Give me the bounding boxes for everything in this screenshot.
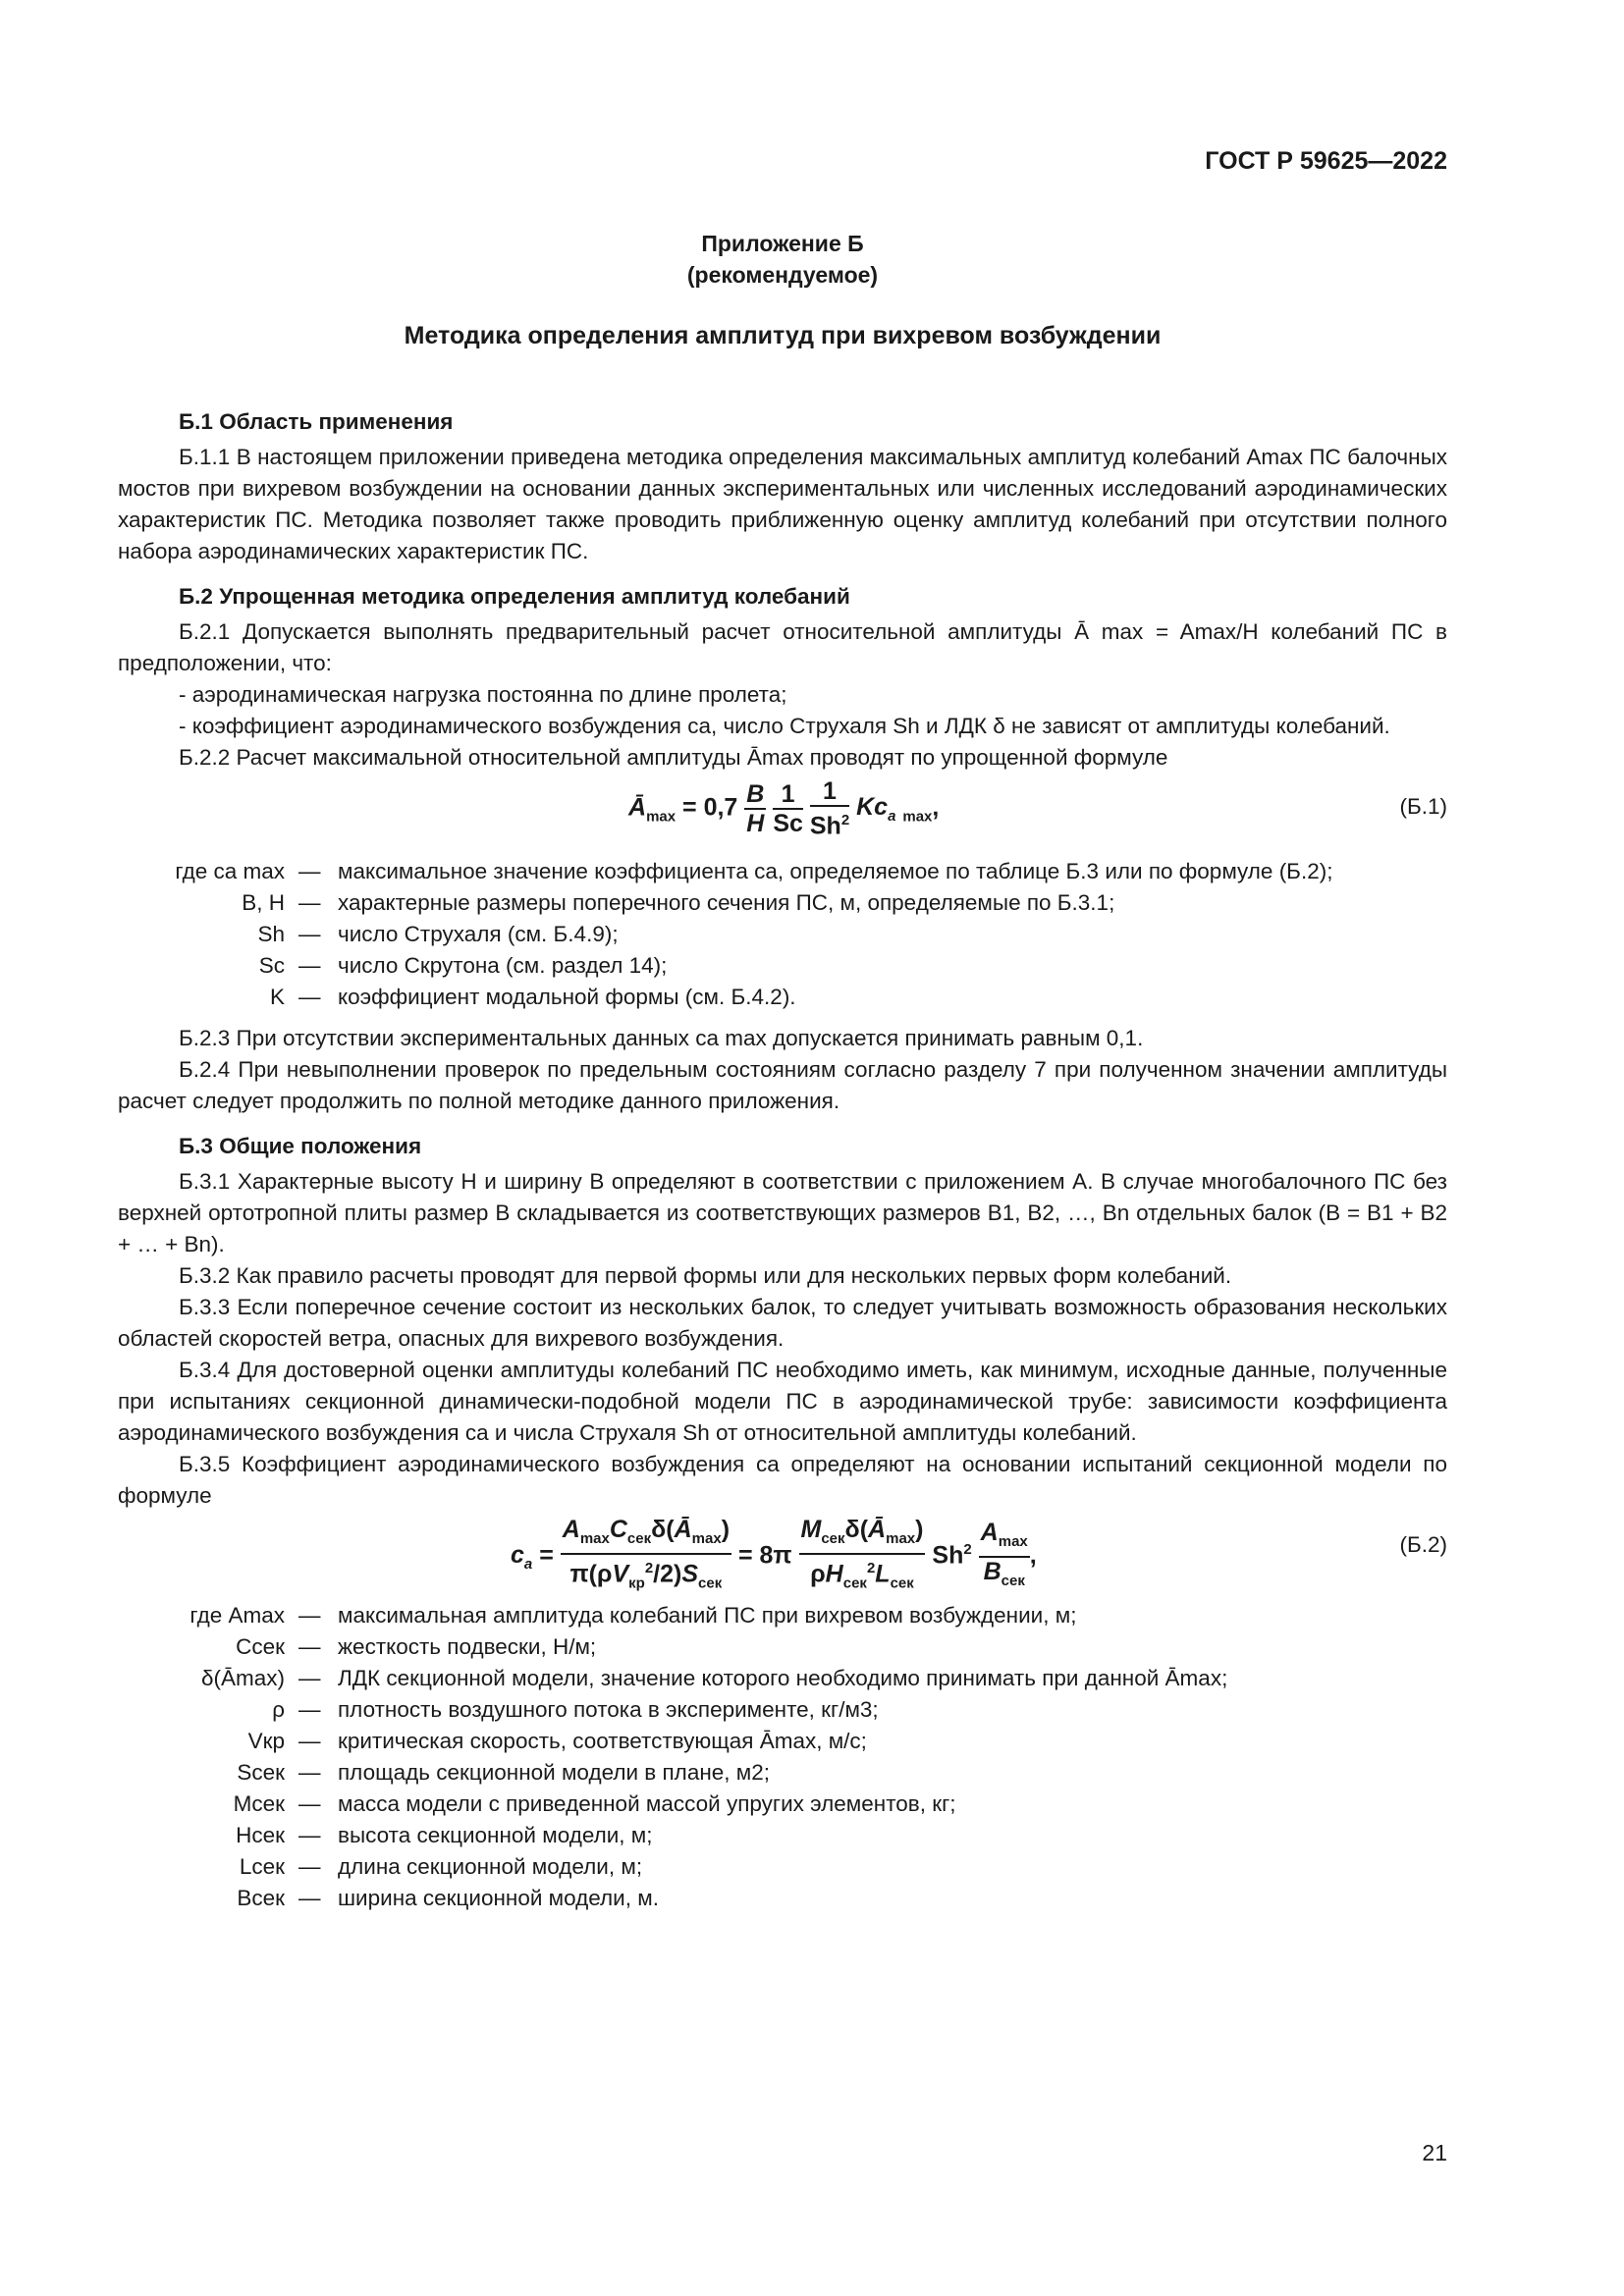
document-title: Методика определения амплитуд при вихревом возбуждении bbox=[404, 322, 1162, 349]
annex-title: Приложение Б bbox=[701, 231, 864, 256]
legend-row: Hсек — высота секционной модели, м; bbox=[236, 1823, 653, 1847]
formula-b1-legend bbox=[118, 856, 1447, 1013]
section-heading-b1: Б.1 Область применения bbox=[179, 409, 454, 434]
section-heading-b3: Б.3 Общие положения bbox=[179, 1134, 422, 1158]
legend-row: B, H — характерные размеры поперечного сечения ПС, м, определяемые по Б.3.1; bbox=[242, 890, 1115, 915]
legend-row: Sсек — площадь секционной модели в плане, м2; bbox=[237, 1760, 771, 1785]
legend-row: Vкр — критическая скорость, соответствующая Āmax, м/с; bbox=[247, 1729, 867, 1753]
formula-b1-number: (Б.1) bbox=[1399, 794, 1447, 819]
formula-b2 bbox=[118, 1512, 1447, 1594]
paragraph-b3-4: Б.3.4 Для достоверной оценки амплитуды колебаний ПС необходимо иметь, как минимум, исходные данные, полученные при испытаниях секционной динамически-подобной модели ПС в аэродинамической трубе: зависимости коэффициента аэродинамического возбуждения ca и числа Струхаля Sh от относительной амплитуды колебаний. bbox=[118, 1358, 1447, 1445]
paragraph-b2-1: Б.2.1 Допускается выполнять предварительный расчет относительной амплитуды Ā max = Amax/H колебаний ПС в предположении, что: bbox=[118, 619, 1447, 675]
legend-row: Bсек — ширина секционной модели, м. bbox=[237, 1886, 659, 1910]
paragraph-b2-1-item1: - аэродинамическая нагрузка постоянна по длине пролета; bbox=[179, 682, 787, 707]
paragraph-b2-3: Б.2.3 При отсутствии экспериментальных данных ca max допускается принимать равным 0,1. bbox=[179, 1026, 1144, 1050]
paragraph-b2-1-item2: - коэффициент аэродинамического возбуждения ca, число Струхаля Sh и ЛДК δ не зависят от амплитуды колебаний. bbox=[179, 714, 1390, 738]
section-heading-b2: Б.2 Упрощенная методика определения амплитуд колебаний bbox=[179, 584, 850, 609]
legend-row: Cсек — жесткость подвески, Н/м; bbox=[236, 1634, 597, 1659]
legend-row: где ca max — максимальное значение коэффициента ca, определяемое по таблице Б.3 или по формуле (Б.2); bbox=[175, 859, 1333, 883]
legend-row: Mсек — масса модели с приведенной массой упругих элементов, кг; bbox=[233, 1791, 956, 1816]
annex-heading bbox=[118, 228, 1447, 291]
paragraph-b3-2: Б.3.2 Как правило расчеты проводят для первой формы или для нескольких первых форм колебаний. bbox=[179, 1263, 1232, 1288]
legend-row: где Amax — максимальная амплитуда колебаний ПС при вихревом возбуждении, м; bbox=[189, 1603, 1077, 1628]
paragraph-b2-2: Б.2.2 Расчет максимальной относительной амплитуды Āmax проводят по упрощенной формуле bbox=[179, 745, 1168, 770]
document-header: ГОСТ Р 59625—2022 bbox=[1205, 147, 1447, 175]
paragraph-b3-5: Б.3.5 Коэффициент аэродинамического возбуждения ca определяют на основании испытаний секционной модели по формуле bbox=[118, 1452, 1447, 1508]
formula-b2-expression: $c_a$ = $\frac{A_{max}C_{сек}\delta(Ā_{max})}{\pi(\rho V_{кр}^2/2)S_{сек}}$ = 8π $\frac{M_{сек}\delta(Ā_{max})}{\rho H_{сек}^2L_{сек}}$ Sh$^2$ $\frac{A_{max}}{B_{сек}}$ , bbox=[511, 1516, 1037, 1592]
legend-row: K — коэффициент модальной формы (см. Б.4.2). bbox=[269, 985, 796, 1009]
legend-row: Lсек — длина секционной модели, м; bbox=[239, 1854, 643, 1879]
paragraph-b3-3: Б.3.3 Если поперечное сечение состоит из нескольких балок, то следует учитывать возможность образования нескольких областей скоростей ветра, опасных для вихревого возбуждения. bbox=[118, 1295, 1447, 1351]
formula-b2-number: (Б.2) bbox=[1399, 1532, 1447, 1557]
formula-b1-expression: $Ā_{max} = 0,7$ $\frac{B}{H}$ $\frac{1}{Sc}$ $\frac{1}{Sh^2}$ $Kc_a$ $_{max}$, bbox=[628, 777, 940, 840]
legend-row: Sc — число Скрутона (см. раздел 14); bbox=[258, 953, 668, 978]
paragraph-b2-4: Б.2.4 При невыполнении проверок по предельным состояниям согласно разделу 7 при полученном значении амплитуды расчет следует продолжить по полной методике данного приложения. bbox=[118, 1057, 1447, 1113]
paragraph-b1-1: Б.1.1 В настоящем приложении приведена методика определения максимальных амплитуд колебаний Amax ПС балочных мостов при вихревом возбуждении на основании данных экспериментальных или численных исследований аэродинамических характеристик ПС. Методика позволяет также проводить приближенную оценку амплитуд колебаний при отсутствии полного набора аэродинамических характеристик ПС. bbox=[118, 445, 1447, 563]
legend-row: Sh — число Струхаля (см. Б.4.9); bbox=[257, 922, 619, 946]
legend-row: ρ — плотность воздушного потока в эксперименте, кг/м3; bbox=[272, 1697, 879, 1722]
formula-b2-legend bbox=[118, 1600, 1447, 1914]
formula-b1 bbox=[118, 774, 1447, 850]
paragraph-b3-1: Б.3.1 Характерные высоту H и ширину B определяют в соответствии с приложением А. В случае многобалочного ПС без верхней ортотропной плиты размер B складывается из соответствующих размеров B1, B2, …, Bn отдельных балок (B = B1 + B2 + … + Bn). bbox=[118, 1169, 1447, 1256]
legend-row: δ(Āmax) — ЛДК секционной модели, значение которого необходимо принимать при данной Āmax; bbox=[200, 1666, 1228, 1690]
document-body bbox=[118, 393, 1447, 1924]
page-number: 21 bbox=[1422, 2140, 1447, 2165]
annex-type: (рекомендуемое) bbox=[686, 262, 879, 288]
